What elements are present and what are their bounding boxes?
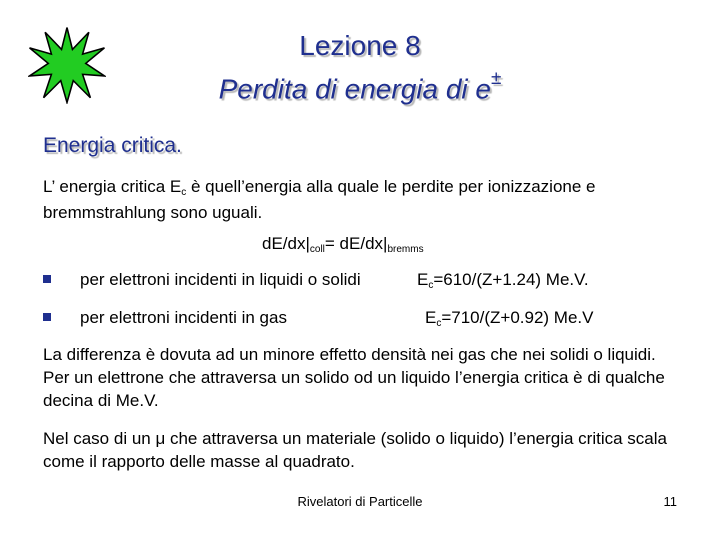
bullet-formula: [425, 308, 593, 328]
muon-paragraph: Nel caso di un μ che attraversa un materiale (solido o liquido) l’energia critica scala come il rapporto delle masse al quadrato.: [43, 429, 667, 471]
formula-left: dE/dx|: [262, 234, 310, 253]
intro-subscript: c: [181, 187, 187, 198]
square-bullet-icon: [43, 313, 51, 321]
formula-symbol: E: [425, 308, 437, 327]
formula-symbol: E: [417, 270, 429, 289]
slide-subtitle: [0, 68, 720, 105]
section-heading: Energia critica.: [43, 134, 182, 157]
bullet-text: per elettroni incidenti in gas: [80, 308, 287, 327]
bullet-text: per elettroni incidenti in liquidi o solidi: [80, 270, 361, 289]
equality-formula: [262, 234, 424, 254]
formula-expression: =710/(Z+0.92) Me.V: [441, 308, 594, 327]
slide-title: Lezione 8: [299, 30, 421, 61]
intro-text-1: L’ energia critica E: [43, 177, 182, 196]
subtitle-text: Perdita di energia di e: [218, 73, 491, 105]
formula-left-subscript: coll: [309, 244, 325, 255]
page-number: 11: [663, 494, 677, 509]
density-paragraph: La differenza è dovuta ad un minore effetto densità nei gas che nei solidi o liquidi. Per un elettrone che attraversa un solido od un liquido l’energia critica è di qualche decina di Me.V.: [43, 345, 665, 410]
formula-expression: =610/(Z+1.24) Me.V.: [433, 270, 589, 289]
intro-text-2: è quell’energia alla quale le perdite per ionizzazione e bremmstrahlung sono uguali.: [43, 177, 596, 222]
square-bullet-icon: [43, 275, 51, 283]
formula-subscript: c: [436, 318, 442, 329]
formula-mid: = dE/dx|: [324, 234, 388, 253]
footer-text: Rivelatori di Particelle: [297, 494, 423, 509]
subtitle-plusminus: ±: [490, 68, 502, 89]
formula-right-subscript: bremms: [387, 244, 424, 255]
formula-subscript: c: [428, 280, 434, 291]
intro-paragraph: [43, 175, 683, 224]
bullet-formula: [417, 270, 589, 290]
